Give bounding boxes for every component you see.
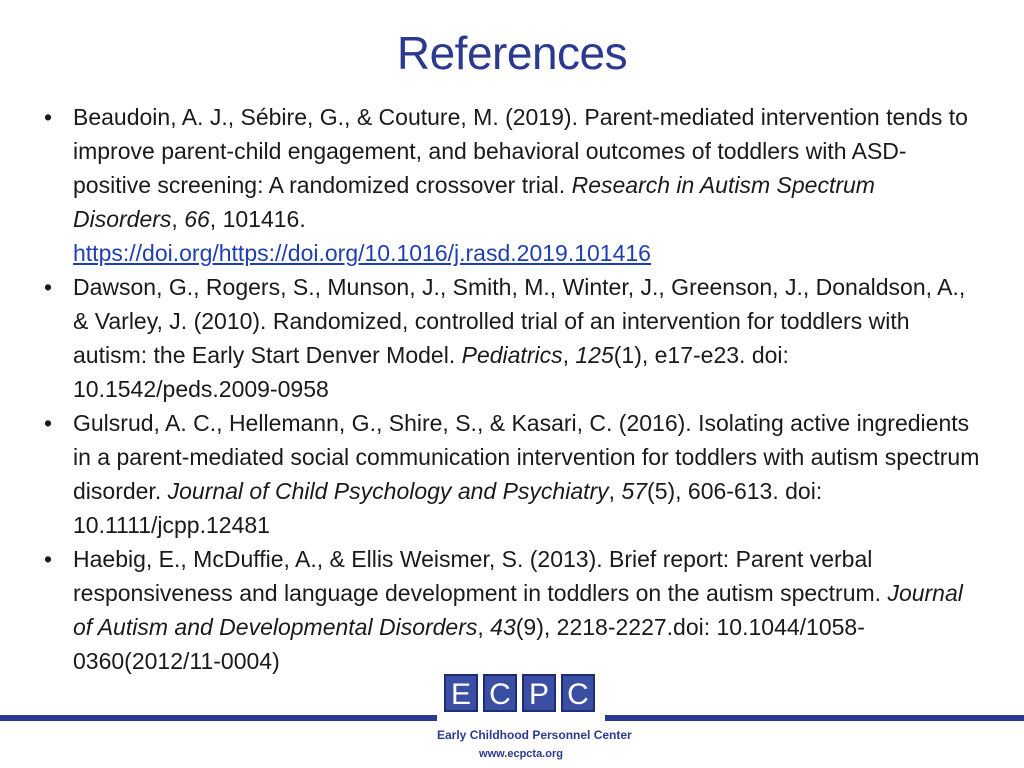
journal-title: Pediatrics — [461, 342, 563, 368]
logo-letter: C — [483, 674, 517, 712]
citation-rest: , 101416. — [209, 206, 306, 232]
footer-divider-left — [0, 715, 437, 721]
separator: , — [477, 614, 491, 640]
reference-list — [44, 100, 984, 678]
logo-letter: E — [444, 674, 478, 712]
volume: 43 — [490, 614, 516, 640]
citation-rest: (5), 606-613. doi: 10.1111/jcpp.12481 — [73, 478, 823, 538]
reference-text: Dawson, G., Rogers, S., Munson, J., Smith, M., Winter, J., Greenson, J., Donaldson, A., & Varley, J. (2010). Randomized, controlled trial of an intervention for toddlers with autism: the Early Start Denver Model. — [73, 274, 966, 368]
ecpc-logo — [437, 672, 632, 768]
journal-title: Journal of Autism and Developmental Disorders — [73, 580, 963, 640]
reference-item — [44, 406, 984, 542]
journal-title: Journal of Child Psychology and Psychiatry — [167, 478, 609, 504]
footer-divider-right — [605, 715, 1024, 721]
volume: 66 — [184, 206, 210, 232]
separator: , — [608, 478, 622, 504]
logo-letters — [444, 674, 595, 712]
page-title: References — [396, 27, 628, 79]
separator: , — [171, 206, 185, 232]
reference-text: Haebig, E., McDuffie, A., & Ellis Weismer, S. (2013). Brief report: Parent verbal responsiveness and language development in toddlers on the autism spectrum. — [73, 546, 888, 606]
reference-item — [44, 100, 984, 270]
reference-item — [44, 270, 984, 406]
reference-item — [44, 542, 984, 678]
journal-title: Research in Autism Spectrum Disorders — [73, 172, 875, 232]
volume: 125 — [575, 342, 614, 368]
logo-letter: C — [561, 674, 595, 712]
citation-rest: (9), 2218-2227.doi: 10.1044/1058-0360(2012/11-0004) — [73, 614, 865, 674]
logo-organization-name: Early Childhood Personnel Center — [437, 728, 632, 742]
reference-text: Beaudoin, A. J., Sébire, G., & Couture, M. (2019). Parent-mediated intervention tends to improve parent-child engagement, and behavioral outcomes of toddlers with ASD-positive screening: A randomized crossover trial. — [73, 104, 968, 198]
doi-link[interactable]: https://doi.org/https://doi.org/10.1016/j.rasd.2019.101416 — [73, 240, 651, 266]
logo-letter: P — [522, 674, 556, 712]
volume: 57 — [621, 478, 648, 504]
logo-website: www.ecpcta.org — [479, 748, 563, 760]
separator: , — [562, 342, 576, 368]
reference-text: Gulsrud, A. C., Hellemann, G., Shire, S., & Kasari, C. (2016). Isolating active ingredients in a parent-mediated social communication intervention for toddlers with autism spectrum disorder. — [73, 410, 980, 504]
citation-rest: (1), e17-e23. doi: 10.1542/peds.2009-0958 — [73, 342, 789, 402]
